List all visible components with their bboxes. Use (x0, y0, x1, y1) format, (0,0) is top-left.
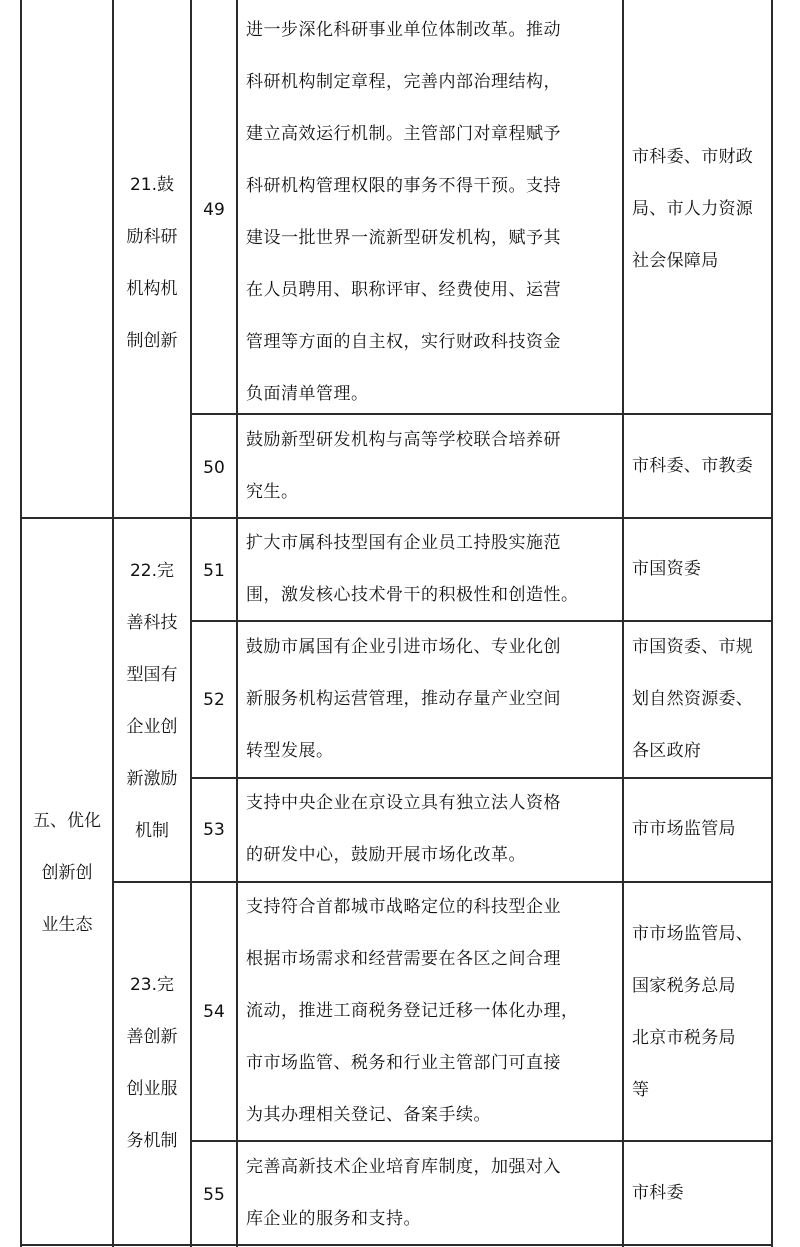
row-department: 市科委、市财政 局、市人力资源 社会保障局 (632, 147, 754, 271)
column-divider-3 (236, 0, 238, 1247)
column-divider-2 (190, 0, 192, 1247)
row-content: 鼓励市属国有企业引进市场化、专业化创 新服务机构运营管理，推动存量产业空间 转型发展。 (246, 637, 561, 761)
row-number: 53 (203, 820, 225, 840)
row-content: 支持中央企业在京设立具有独立法人资格 的研发中心，鼓励开展市场化改革。 (246, 793, 561, 865)
row-department: 市市场监管局 (632, 819, 736, 839)
row-content: 支持符合首都城市战略定位的科技型企业 根据市场需求和经营需要在各区之间合理 流动，推进工商税务登记迁移一体化办理， 市市场监管、税务和行业主管部门可直接 为其办理相关登记、备案手续。 (246, 897, 579, 1125)
row-number: 51 (203, 561, 225, 581)
row-department: 市国资委、市规 划自然资源委、 各区政府 (632, 637, 754, 761)
row-department: 市科委、市教委 (632, 456, 754, 476)
category-cell: 五、优化 创新创 业生态 (33, 811, 101, 935)
table-border-left (20, 0, 22, 1247)
item-cell-23: 23.完 善创新 创业服 务机制 (126, 975, 178, 1151)
item-cell-21: 21.鼓 励科研 机构机 制创新 (126, 175, 178, 351)
item-cell-22: 22.完 善科技 型国有 企业创 新激励 机制 (126, 561, 178, 841)
row-number: 52 (203, 690, 225, 710)
column-divider-4 (622, 0, 624, 1247)
row-content: 进一步深化科研事业单位体制改革。推动 科研机构制定章程，完善内部治理结构， 建立高效运行机制。主管部门对章程赋予 科研机构管理权限的事务不得干预。支持 建设一批世界一流新型研发机构，赋予其 在人员聘用、职称评审、经费使用、运营 管理等方面的自主权，实行财政科技资金 负面清单管理。 (246, 20, 561, 404)
row-number: 55 (203, 1185, 225, 1205)
row-number: 54 (203, 1002, 225, 1022)
row-content: 鼓励新型研发机构与高等学校联合培养研 究生。 (246, 430, 561, 502)
row-department: 市国资委 (632, 559, 702, 579)
row-content: 完善高新技术企业培育库制度，加强对入 库企业的服务和支持。 (246, 1157, 561, 1229)
row-number: 49 (203, 200, 225, 220)
row-content: 扩大市属科技型国有企业员工持股实施范 围，激发核心技术骨干的积极性和创造性。 (246, 533, 579, 605)
row-number: 50 (203, 458, 225, 478)
row-department: 市科委 (632, 1183, 684, 1203)
row-department: 市市场监管局、 国家税务总局 北京市税务局 等 (632, 924, 754, 1100)
